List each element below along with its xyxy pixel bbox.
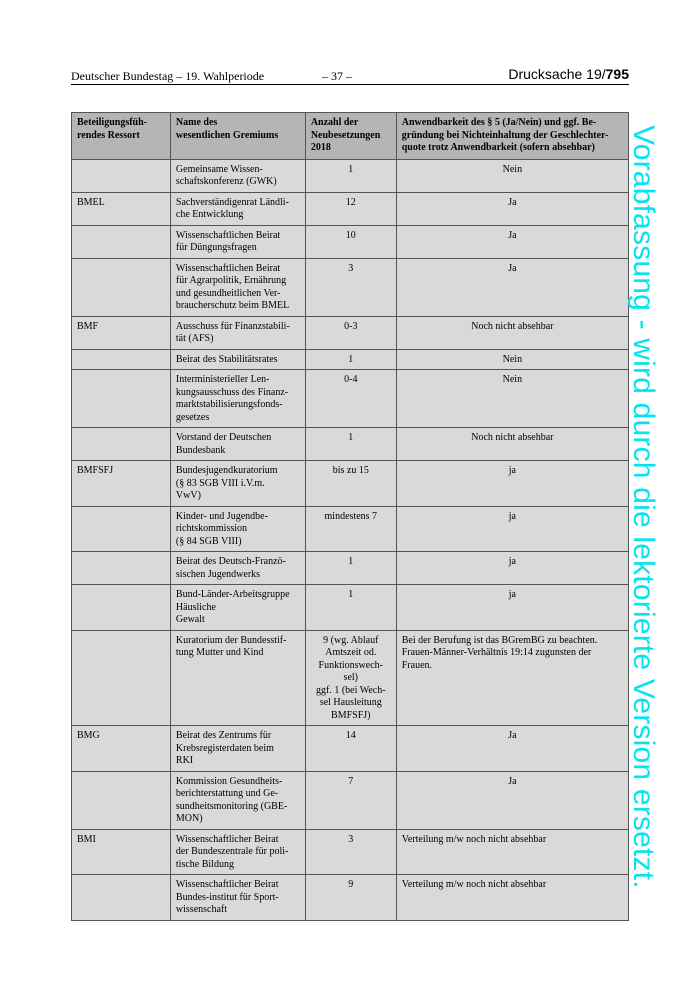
watermark-text: Vorabfassung - wird durch die lektorierte Version ersetzt. [627,125,661,889]
cell-anzahl: 1 [305,428,396,461]
cell-gremium: Vorstand der Deutschen Bundesbank [170,428,305,461]
cell-anwendbarkeit: ja [396,552,628,585]
cell-anwendbarkeit: Noch nicht absehbar [396,316,628,349]
cell-gremium: Beirat des Deutsch-Franzö- sischen Jugendwerks [170,552,305,585]
cell-gremium: Beirat des Zentrums für Krebsregisterdaten beim RKI [170,726,305,772]
cell-ressort [72,225,171,258]
cell-anzahl: 1 [305,552,396,585]
cell-anzahl: 0-4 [305,370,396,428]
gremien-table [71,112,629,921]
cell-anwendbarkeit: Ja [396,192,628,225]
cell-anwendbarkeit: Verteilung m/w noch nicht absehbar [396,829,628,875]
table-row [72,428,629,461]
document-number [508,66,629,82]
cell-anwendbarkeit: ja [396,506,628,552]
cell-ressort [72,552,171,585]
cell-gremium: Bund-Länder-Arbeitsgruppe Häusliche Gewalt [170,585,305,631]
document-number-b: 795 [605,66,629,82]
header-anwendbarkeit: Anwendbarkeit des § 5 (Ja/Nein) und ggf. Be- gründung bei Nichteinhaltung der Geschlechter- quote trotz Anwendbarkeit (sofern absehbar) [396,113,628,160]
table-row [72,585,629,631]
cell-anwendbarkeit: ja [396,585,628,631]
cell-ressort [72,428,171,461]
cell-gremium: Wissenschaftlichen Beirat für Düngungsfragen [170,225,305,258]
cell-anzahl: 3 [305,829,396,875]
table-row [72,258,629,316]
table-header-row [72,113,629,160]
cell-anzahl: 7 [305,771,396,829]
cell-anzahl: 9 [305,875,396,921]
cell-anzahl: 0-3 [305,316,396,349]
cell-gremium: Sachverständigenrat Ländli- che Entwicklung [170,192,305,225]
table-row [72,461,629,507]
cell-ressort [72,370,171,428]
cell-anzahl: 3 [305,258,396,316]
cell-anzahl: 1 [305,585,396,631]
cell-ressort [72,630,171,726]
cell-gremium: Kinder- und Jugendbe- richtskommission (§ 84 SGB VIII) [170,506,305,552]
table-row [72,349,629,370]
page-number: – 37 – [322,69,352,83]
cell-ressort [72,258,171,316]
cell-gremium: Interministerieller Len- kungsausschuss des Finanz- marktstabilisierungsfonds- gesetzes [170,370,305,428]
cell-ressort [72,771,171,829]
publication-title: Deutscher Bundestag – 19. Wahlperiode [71,69,265,83]
document-number-prefix: Drucksache [508,66,587,82]
table-row [72,370,629,428]
cell-gremium: Wissenschaftlichen Beirat für Agrarpolitik, Ernährung und gesundheitlichen Ver- braucherschutz beim BMEL [170,258,305,316]
table-row [72,316,629,349]
cell-ressort: BMEL [72,192,171,225]
cell-gremium: Bundesjugendkuratorium (§ 83 SGB VIII i.V.m. VwV) [170,461,305,507]
document-number-a: 19/ [586,66,606,82]
table-row [72,192,629,225]
cell-ressort [72,875,171,921]
cell-gremium: Wissenschaftlicher Beirat Bundes-institut für Sport- wissenschaft [170,875,305,921]
cell-gremium: Wissenschaftlicher Beirat der Bundeszentrale für poli- tische Bildung [170,829,305,875]
cell-anwendbarkeit: Nein [396,349,628,370]
header-ressort: Beteiligungsfüh- rendes Ressort [72,113,171,160]
cell-ressort: BMG [72,726,171,772]
table-row [72,159,629,192]
cell-anwendbarkeit: Verteilung m/w noch nicht absehbar [396,875,628,921]
table-row [72,875,629,921]
cell-anwendbarkeit: Ja [396,726,628,772]
cell-ressort: BMFSFJ [72,461,171,507]
table-row [72,771,629,829]
page-header [71,66,629,86]
cell-gremium: Kommission Gesundheits- berichterstattung und Ge- sundheitsmonitoring (GBE- MON) [170,771,305,829]
table-row [72,552,629,585]
cell-anzahl: bis zu 15 [305,461,396,507]
cell-anzahl: mindestens 7 [305,506,396,552]
table-row [72,630,629,726]
cell-anwendbarkeit: Ja [396,258,628,316]
header-gremium: Name des wesentlichen Gremiums [170,113,305,160]
table-row [72,506,629,552]
cell-anwendbarkeit: Nein [396,159,628,192]
table-row [72,829,629,875]
cell-ressort: BMF [72,316,171,349]
cell-anzahl: 1 [305,159,396,192]
cell-anwendbarkeit: ja [396,461,628,507]
cell-anwendbarkeit: Nein [396,370,628,428]
header-anzahl: Anzahl der Neubesetzungen 2018 [305,113,396,160]
table-row [72,225,629,258]
cell-ressort [72,159,171,192]
cell-anwendbarkeit: Ja [396,771,628,829]
header-rule [71,84,629,85]
cell-gremium: Kuratorium der Bundesstif- tung Mutter und Kind [170,630,305,726]
draft-watermark [611,112,675,902]
table-row [72,726,629,772]
cell-anwendbarkeit: Noch nicht absehbar [396,428,628,461]
table-body [72,159,629,920]
cell-anzahl: 14 [305,726,396,772]
cell-anzahl: 1 [305,349,396,370]
cell-ressort [72,349,171,370]
cell-gremium: Beirat des Stabilitätsrates [170,349,305,370]
cell-anzahl: 10 [305,225,396,258]
cell-gremium: Ausschuss für Finanzstabili- tät (AFS) [170,316,305,349]
cell-ressort [72,585,171,631]
cell-gremium: Gemeinsame Wissen- schaftskonferenz (GWK) [170,159,305,192]
cell-ressort: BMI [72,829,171,875]
cell-anzahl: 12 [305,192,396,225]
cell-anwendbarkeit: Bei der Berufung ist das BGremBG zu beachten. Frauen-Männer-Verhältnis 19:14 zugunsten der Frauen. [396,630,628,726]
cell-ressort [72,506,171,552]
cell-anwendbarkeit: Ja [396,225,628,258]
cell-anzahl: 9 (wg. Ablauf Amtszeit od. Funktionswech- sel) ggf. 1 (bei Wech- sel Hausleitung BMFSFJ) [305,630,396,726]
